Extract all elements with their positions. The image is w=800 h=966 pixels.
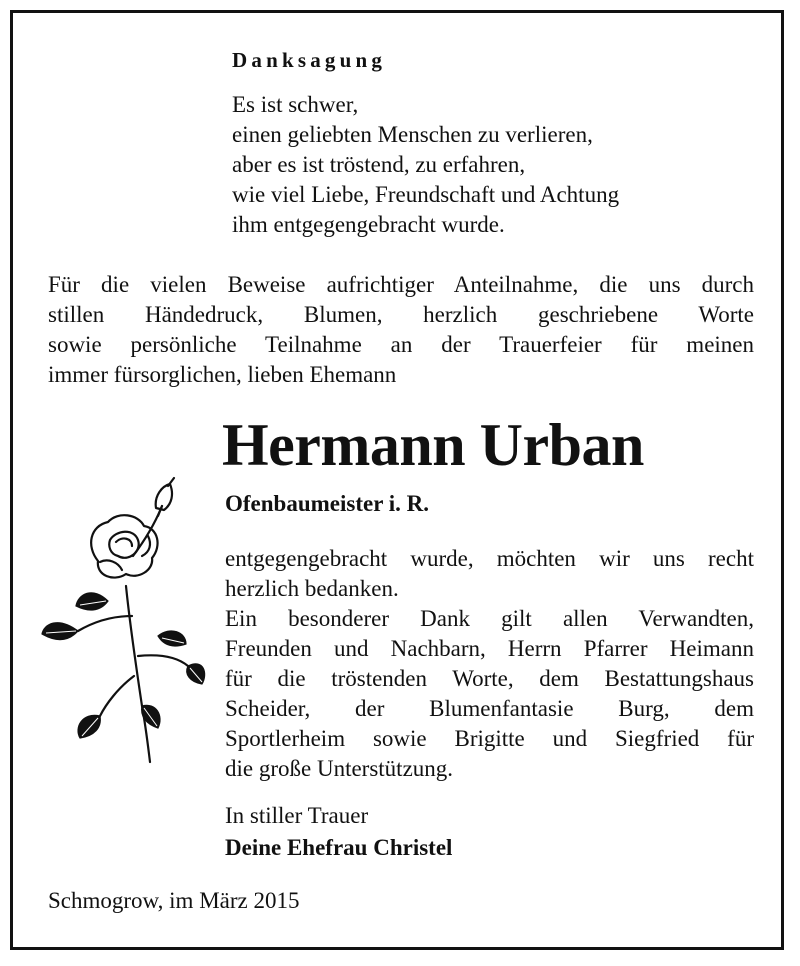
heading: Danksagung	[232, 48, 387, 72]
intro-line: sowie persönliche Teilnahme an der Trauerfeier für meinen	[48, 332, 754, 357]
poem-line: wie viel Liebe, Freundschaft und Achtung	[232, 182, 620, 207]
closing-line: In stiller Trauer	[225, 803, 369, 828]
poem-line: einen geliebten Menschen zu verlieren,	[232, 122, 593, 147]
closing	[225, 800, 452, 864]
intro-line: immer fürsorglichen, lieben Ehemann	[48, 362, 397, 387]
thanks-line: Freunden und Nachbarn, Herrn Pfarrer Heimann	[225, 636, 754, 661]
rose-icon	[38, 466, 208, 766]
poem	[232, 90, 619, 240]
thanks-line: entgegengebracht wurde, möchten wir uns recht	[225, 546, 754, 571]
thanks-line: die große Unterstützung.	[225, 756, 454, 781]
place-date: Schmogrow, im März 2015	[48, 888, 300, 913]
poem-line: aber es ist tröstend, zu erfahren,	[232, 152, 526, 177]
thanks-line: für die tröstenden Worte, dem Bestattungshaus	[225, 666, 754, 691]
thanks-line: Ein besonderer Dank gilt allen Verwandten,	[225, 606, 754, 631]
signature: Deine Ehefrau Christel	[225, 835, 453, 860]
thanks-line: Scheider, der Blumenfantasie Burg, dem	[225, 696, 754, 721]
thanks-paragraph	[225, 544, 754, 784]
intro-line: stillen Händedruck, Blumen, herzlich geschriebene Worte	[48, 302, 754, 327]
deceased-name: Hermann Urban	[222, 412, 644, 478]
poem-line: Es ist schwer,	[232, 92, 359, 117]
poem-line: ihm entgegengebracht wurde.	[232, 212, 505, 237]
intro-paragraph	[48, 270, 754, 390]
thanks-line: herzlich bedanken.	[225, 576, 399, 601]
thanks-line: Sportlerheim sowie Brigitte und Siegfried für	[225, 726, 754, 751]
deceased-title: Ofenbaumeister i. R.	[225, 491, 430, 516]
intro-line: Für die vielen Beweise aufrichtiger Anteilnahme, die uns durch	[48, 272, 754, 297]
